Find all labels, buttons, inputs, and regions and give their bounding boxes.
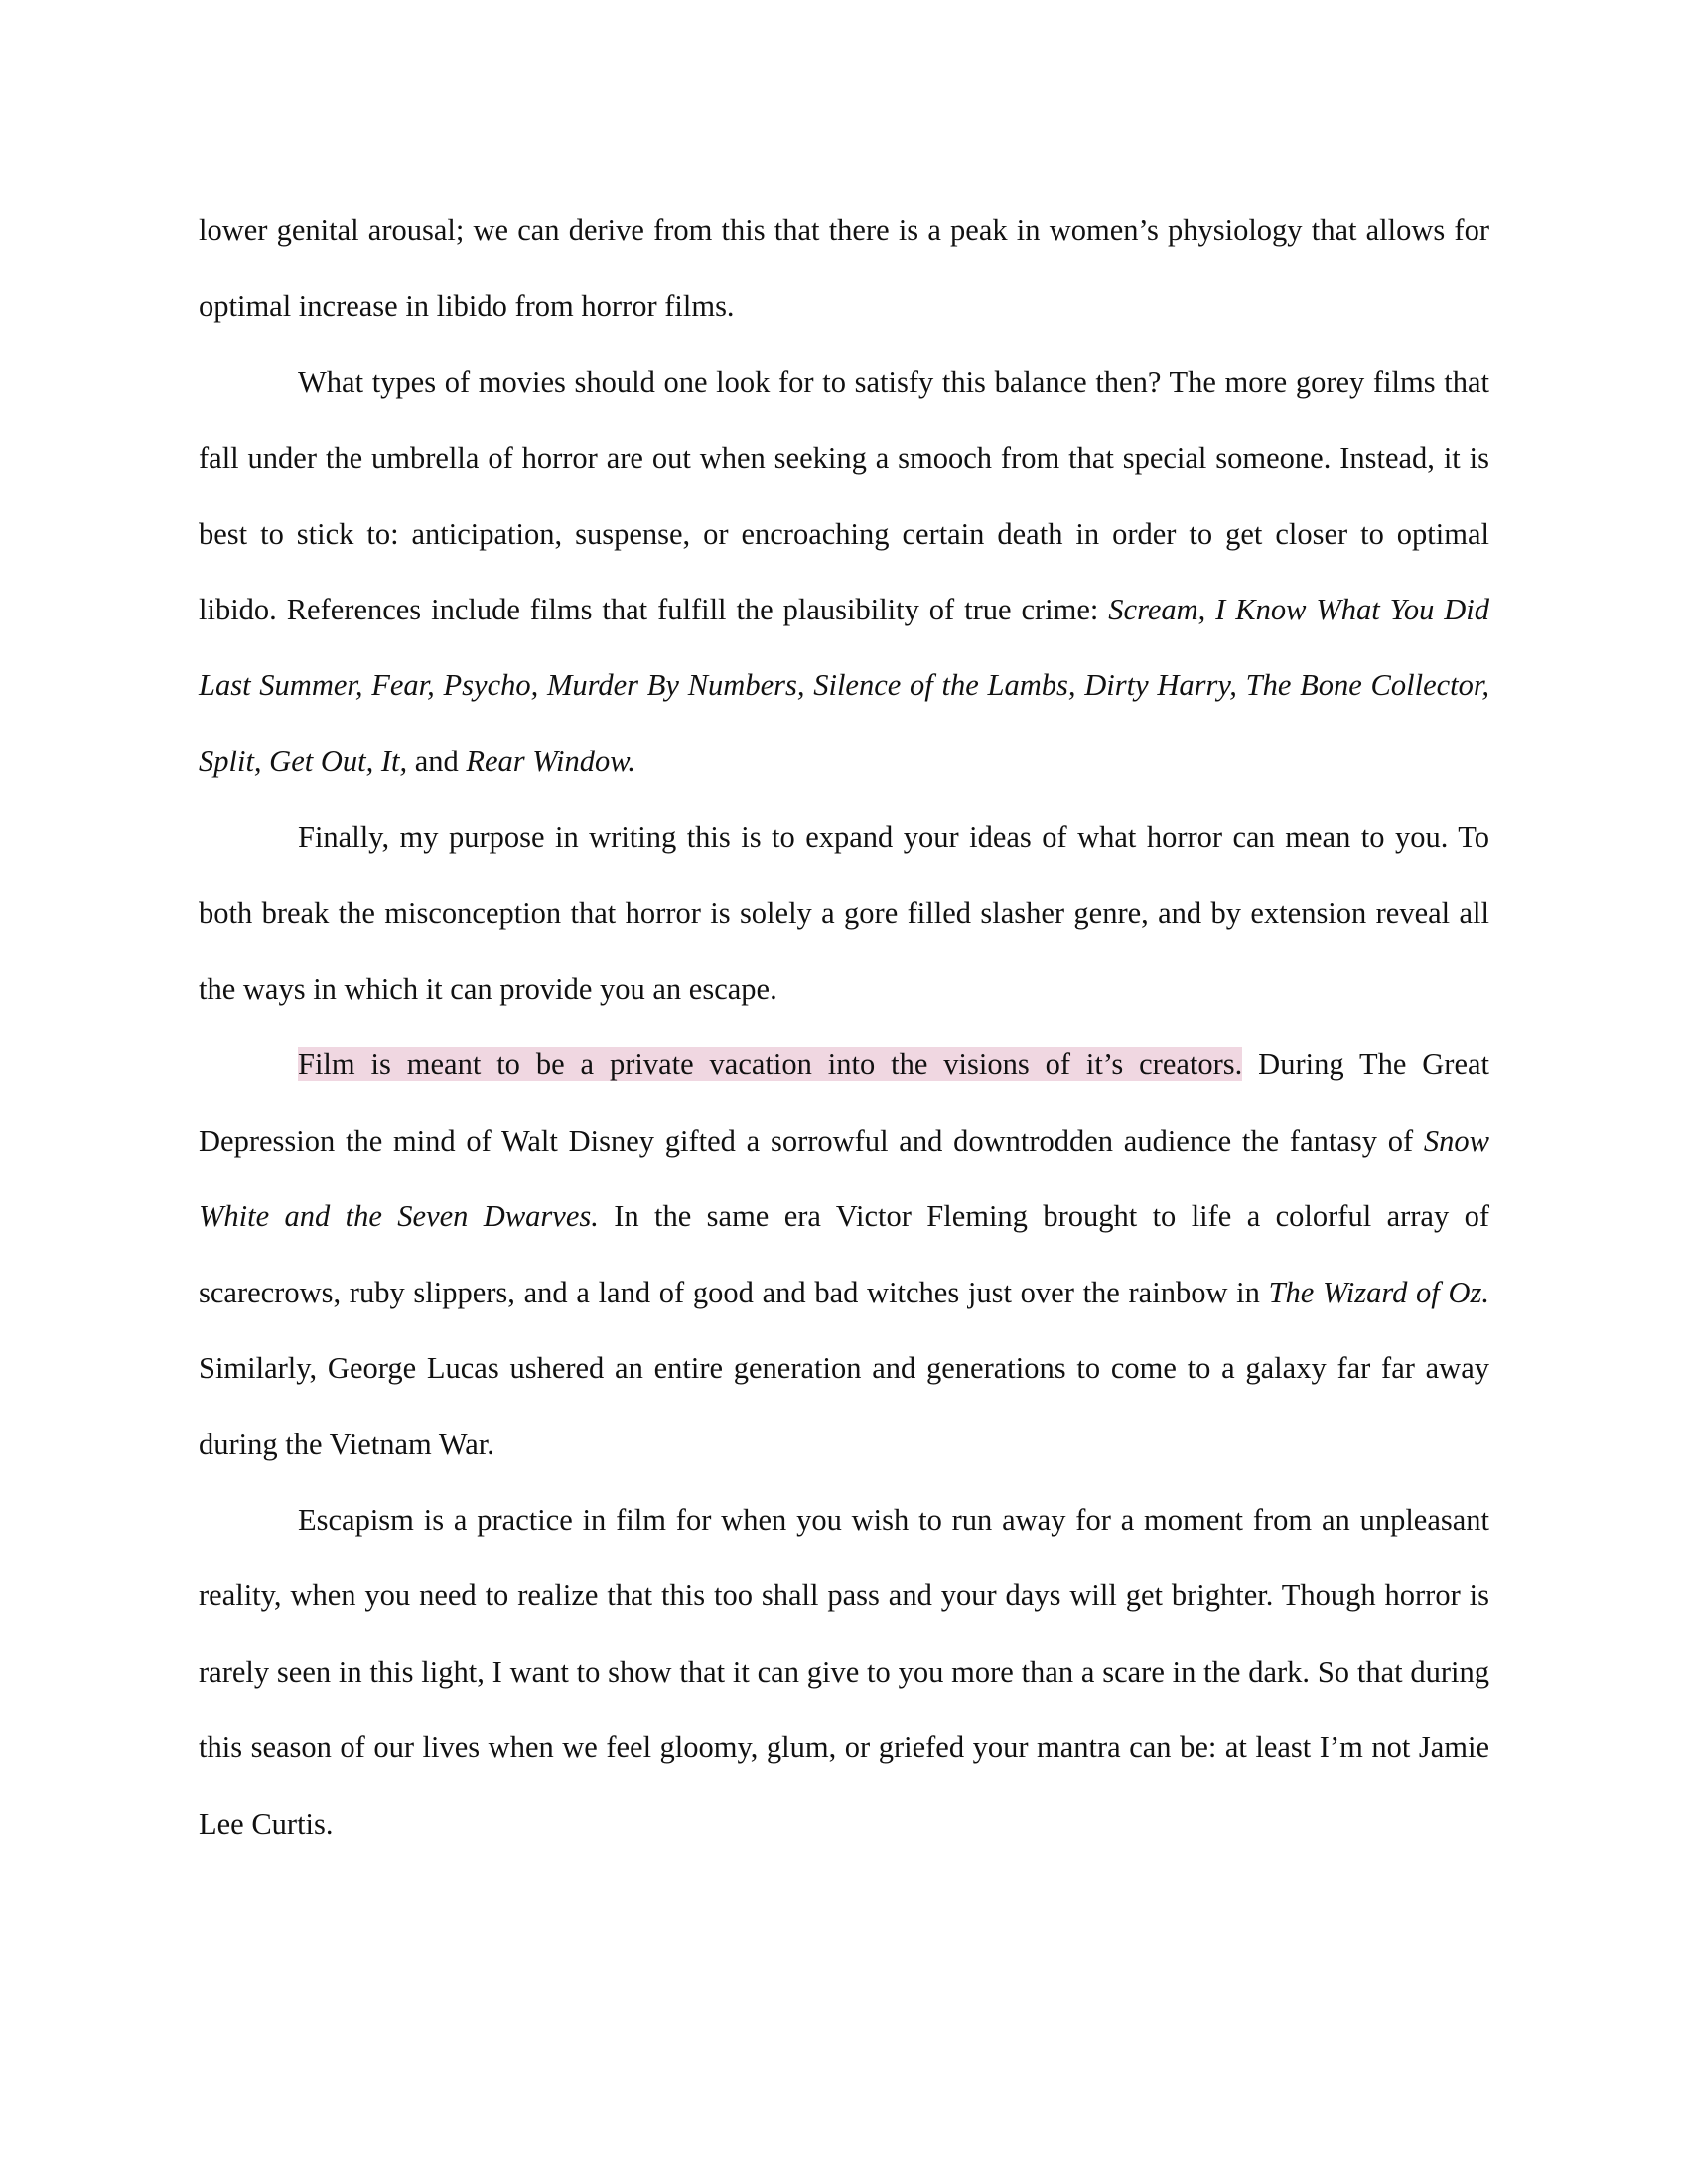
- highlighted-sentence: Film is meant to be a private vacation into the visions of it’s creators.: [298, 1047, 1243, 1082]
- paragraph-4-text-c: Similarly, George Lucas ushered an entire generation and generations to come to a galaxy far far away during the Vietnam War.: [199, 1351, 1489, 1461]
- film-title-snow-white: Snow White and the Seven Dwarves.: [199, 1123, 1489, 1234]
- film-title-rear-window: Rear Window.: [466, 744, 635, 778]
- paragraph-3-text: Finally, my purpose in writing this is to expand your ideas of what horror can mean to you. To both break the misconception that horror is solely a gore filled slasher genre, and by extension reveal all the ways in which it can provide you an escape.: [199, 820, 1489, 1007]
- paragraph-4: [199, 1026, 1489, 1481]
- paragraph-2-conjunction: and: [407, 744, 467, 778]
- film-list-italic: Scream, I Know What You Did Last Summer, Fear, Psycho, Murder By Numbers, Silence of the Lambs, Dirty Harry, The Bone Collector, Split, Get Out, It,: [199, 593, 1489, 778]
- film-title-wizard-of-oz: The Wizard of Oz.: [1268, 1275, 1489, 1309]
- paragraph-1: [199, 193, 1489, 344]
- paragraph-5: [199, 1482, 1489, 1861]
- paragraph-3: [199, 799, 1489, 1026]
- body-text: [199, 193, 1489, 1861]
- paragraph-2: [199, 344, 1489, 799]
- paragraph-1-text: lower genital arousal; we can derive from this that there is a peak in women’s physiology that allows for optimal increase in libido from horror films.: [199, 213, 1489, 324]
- paragraph-5-text: Escapism is a practice in film for when you wish to run away for a moment from an unpleasant reality, when you need to realize that this too shall pass and your days will get brighter. Though horror is rarely seen in this light, I want to show that it can give to you more than a scare in the dark. So that during this season of our lives when we feel gloomy, glum, or griefed your mantra can be: at least I’m not Jamie Lee Curtis.: [199, 1502, 1489, 1841]
- paragraph-4-text-a: During The Great Depression the mind of Walt Disney gifted a sorrowful and downtrodden audience the fantasy of: [199, 1047, 1489, 1158]
- paragraph-2-text: What types of movies should one look for to satisfy this balance then? The more gorey films that fall under the umbrella of horror are out when seeking a smooch from that special someone. Instead, it is best to stick to: anticipation, suspense, or encroaching certain death in order to get closer to optimal libido. References include films that fulfill the plausibility of true crime:: [199, 364, 1489, 627]
- paragraph-4-text-b: In the same era Victor Fleming brought to life a colorful array of scarecrows, ruby slippers, and a land of good and bad witches just over the rainbow in: [199, 1199, 1489, 1309]
